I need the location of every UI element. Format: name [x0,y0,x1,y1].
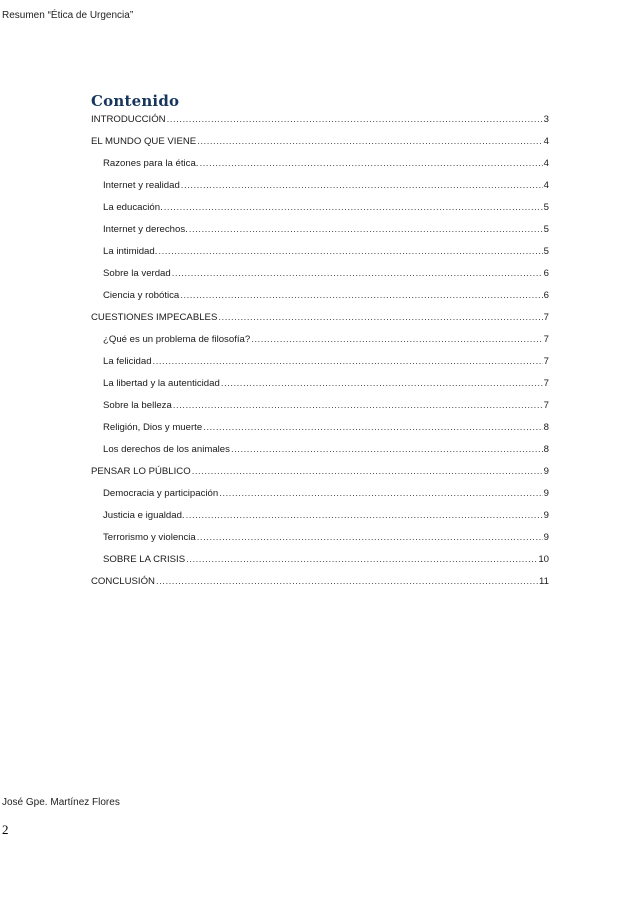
toc-entry-label: La educación. [103,202,163,213]
toc-entry-label: Terrorismo y violencia [103,532,196,543]
dot-leader [186,553,537,567]
dot-leader [189,223,543,237]
dot-leader [197,531,543,545]
dot-leader [164,201,543,215]
toc-entry-label: Democracia y participación [103,488,219,499]
toc-entry-page: 5 [543,202,549,213]
toc-entry-page: 9 [543,532,549,543]
toc-entry-label: CONCLUSIÓN [91,576,155,587]
toc-entry-page: 6 [543,268,549,279]
toc-entry[interactable] [103,179,549,193]
toc-entry-page: 10 [538,554,549,565]
dot-leader [192,465,543,479]
toc-entry-label: SOBRE LA CRISIS [103,554,186,565]
toc-entry[interactable] [103,201,549,215]
toc-entry-label: Religión, Dios y muerte [103,422,203,433]
toc-entry-label: Sobre la belleza [103,400,172,411]
dot-leader [186,509,543,523]
toc-title: Contenido [91,92,180,110]
toc-entry[interactable] [103,355,549,369]
toc-entry[interactable] [91,135,549,149]
toc-entry-label: EL MUNDO QUE VIENE [91,136,197,147]
toc-entry[interactable] [103,377,549,391]
dot-leader [251,333,542,347]
toc-entry-page: 4 [543,136,549,147]
dot-leader [197,135,542,149]
toc-entry-page: 9 [543,466,549,477]
toc-entry[interactable] [103,223,549,237]
toc-entry-label: La felicidad [103,356,152,367]
dot-leader [167,113,543,127]
toc-entry-label: Sobre la verdad [103,268,171,279]
toc-entry[interactable] [103,245,549,259]
toc-entry-page: 7 [543,378,549,389]
toc-entry[interactable] [103,289,549,303]
toc-entry-page: 3 [543,114,549,125]
toc-entry-page: 8 [543,422,549,433]
dot-leader [158,245,542,259]
toc-entry[interactable] [103,333,549,347]
page-header: Resumen “Ética de Urgencia” [2,10,134,21]
toc-entry[interactable] [103,531,549,545]
toc-entry-page: 4 [543,158,549,169]
toc-entry[interactable] [91,311,549,325]
dot-leader [181,179,543,193]
dot-leader [173,399,543,413]
toc-entry-page: 7 [543,356,549,367]
dot-leader [218,311,542,325]
dot-leader [199,157,542,171]
toc-entry[interactable] [103,157,549,171]
toc-entry[interactable] [103,267,549,281]
toc-entry[interactable] [103,399,549,413]
toc-entry-label: La intimidad. [103,246,158,257]
toc-entry-page: 9 [543,488,549,499]
toc-entry-page: 6 [543,290,549,301]
dot-leader [153,355,543,369]
toc-entry[interactable] [103,421,549,435]
dot-leader [219,487,542,501]
dot-leader [221,377,543,391]
toc-entry-page: 5 [543,224,549,235]
toc-entry-label: Internet y realidad [103,180,180,191]
toc-entry[interactable] [91,575,549,589]
toc-entry-page: 11 [539,576,549,587]
toc-entry-page: 5 [543,246,549,257]
toc-entry[interactable] [91,113,549,127]
toc-entry-label: Justicia e igualdad. [103,510,185,521]
toc-entry-page: 4 [543,180,549,191]
toc-entry-page: 8 [543,444,549,455]
dot-leader [180,289,542,303]
dot-leader [203,421,542,435]
toc-entry[interactable] [91,465,549,479]
toc-entry-label: ¿Qué es un problema de filosofía? [103,334,251,345]
dot-leader [172,267,543,281]
toc-entry-label: Ciencia y robótica [103,290,180,301]
toc-entry[interactable] [103,553,549,567]
dot-leader [156,575,538,589]
toc-entry-label: PENSAR LO PÚBLICO [91,466,191,477]
toc-entry[interactable] [103,509,549,523]
toc-entry-label: La libertad y la autenticidad [103,378,220,389]
toc-entry-page: 7 [543,312,549,323]
toc-entry[interactable] [103,487,549,501]
toc-entry-page: 7 [543,334,549,345]
dot-leader [231,443,543,457]
page-number: 2 [2,822,9,837]
footer-author: José Gpe. Martínez Flores [2,797,120,808]
toc-entry-label: Razones para la ética. [103,158,199,169]
toc-entry-label: Internet y derechos. [103,224,188,235]
toc-entry-page: 9 [543,510,549,521]
toc-entry[interactable] [103,443,549,457]
toc-entry-page: 7 [543,400,549,411]
toc-entry-label: Los derechos de los animales [103,444,230,455]
toc-entry-label: CUESTIONES IMPECABLES [91,312,218,323]
toc-entry-label: INTRODUCCIÓN [91,114,166,125]
